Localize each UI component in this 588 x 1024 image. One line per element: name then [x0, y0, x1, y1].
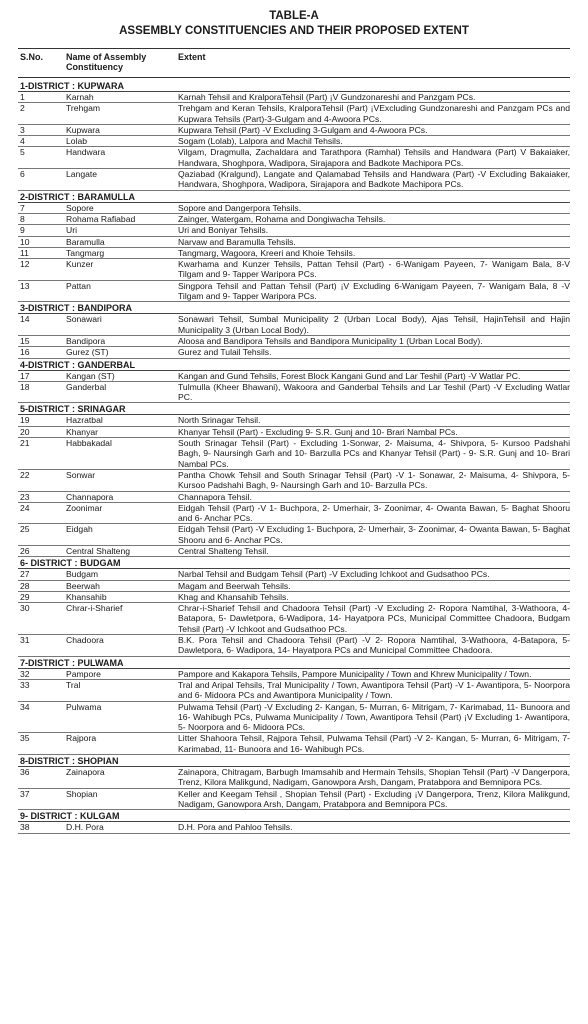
row-constituency-name: Pulwama	[66, 701, 102, 712]
row-extent: Aloosa and Bandipora Tehsils and Bandipora Municipality 1 (Urban Local Body).	[178, 335, 483, 346]
row-sno: 38	[20, 822, 30, 833]
table-row	[18, 427, 570, 438]
district-heading: 1-DISTRICT : KUPWARA	[18, 80, 570, 92]
table-row	[18, 524, 570, 546]
row-constituency-name: Baramulla	[66, 236, 105, 247]
table-row	[18, 592, 570, 603]
row-extent: Eidgah Tehsil (Part) -V 1- Buchpora, 2- Umerhair, 3- Zoonimar, 4- Owanta Bawan, 5- Baghat Shooru and 6- Anchar PCs.	[178, 502, 570, 524]
row-sno: 6	[20, 169, 25, 180]
row-extent: Pulwama Tehsil (Part) -V Excluding 2- Kangan, 5- Murran, 6- Mitrigam, 7- Karimabad, 11- Bunoora and 16- Wahibugh PCs, Pulwama Municipality / Town, Awantipora Tehsil (Part) ¡V Excluding 1- Awantipora, 5- Noorpora and 6- Midoora PCs.	[178, 701, 570, 733]
row-extent: Eidgah Tehsil (Part) -V Excluding 1- Buchpora, 2- Umerhair, 3- Zoonimar, 4- Owanta Bawan, 5- Baghat Shooru and 6- Anchar PCs.	[178, 524, 570, 545]
row-constituency-name: Trehgam	[66, 103, 101, 114]
table-row	[18, 92, 570, 103]
row-sno: 19	[20, 415, 30, 426]
row-extent: Trehgam and Keran Tehsils, KralporaTehsil (Part) ¡VExcluding Gundzonareshi and Panzgam PCs and Kupwara Tehsils (Part)-3-Gulgam and 4-Awoora PCs.	[178, 103, 570, 124]
row-constituency-name: Gurez (ST)	[66, 347, 109, 358]
row-sno: 21	[20, 438, 30, 449]
row-constituency-name: Karnah	[66, 92, 94, 102]
district-heading: 6- DISTRICT : BUDGAM	[18, 557, 570, 569]
row-sno: 35	[20, 733, 30, 744]
row-constituency-name: Sopore	[66, 202, 94, 213]
row-constituency-name: Lolab	[66, 136, 88, 147]
row-sno: 31	[20, 635, 30, 646]
row-constituency-name: Habbakadal	[66, 438, 112, 449]
table-row	[18, 214, 570, 225]
table-row	[18, 733, 570, 755]
header-extent: Extent	[178, 52, 206, 62]
table-row	[18, 581, 570, 592]
table-row	[18, 314, 570, 336]
row-extent: Central Shalteng Tehsil.	[178, 545, 269, 556]
row-extent: Uri and Boniyar Tehsils.	[178, 225, 269, 236]
table-row	[18, 438, 570, 470]
row-extent: Singpora Tehsil and Pattan Tehsil (Part) ¡V Excluding 6-Wanigam Payeen, 7- Wanigam Bala, 8 -V Tilgam and 9- Tapper Waripora PCs.	[178, 280, 570, 302]
row-extent: Narbal Tehsil and Budgam Tehsil (Part) -V Excluding Ichkoot and Gudsathoo PCs.	[178, 569, 490, 580]
row-sno: 3	[20, 124, 25, 135]
row-extent: Tulmulla (Kheer Bhawani), Wakoora and Ganderbal Tehsils and Lar Teshil (Part) -V Excluding Watlar PC.	[178, 381, 570, 403]
row-extent: Tangmarg, Wagoora, Kreeri and Khoie Tehsils.	[178, 247, 356, 258]
row-sno: 5	[20, 147, 25, 158]
row-constituency-name: Bandipora	[66, 335, 106, 346]
table-row	[18, 603, 570, 635]
table-title: TABLE-A	[269, 10, 319, 22]
table-row	[18, 415, 570, 426]
row-sno: 8	[20, 213, 25, 224]
constituency-table	[18, 80, 570, 834]
table-row	[18, 203, 570, 214]
district-heading: 7-DISTRICT : PULWAMA	[18, 657, 570, 669]
row-extent: Khanyar Tehsil (Part) - Excluding 9- S.R. Gunj and 10- Brari Nambal PCs.	[178, 426, 458, 437]
row-constituency-name: Shopian	[66, 788, 98, 799]
row-extent: Qaziabad (Kralgund), Langate and Qalamabad Tehsils and Handwara (Part) -V Excluding Bakaiaker, Handwara, Shoghpora, Wadipora, Sirajapora and Badkote Machipora PCs.	[178, 169, 570, 190]
row-constituency-name: Ganderbal	[66, 381, 107, 392]
row-sno: 15	[20, 335, 30, 346]
row-constituency-name: Chadoora	[66, 635, 104, 646]
row-sno: 1	[20, 92, 25, 102]
row-sno: 14	[20, 314, 30, 325]
row-constituency-name: Langate	[66, 169, 98, 180]
table-row	[18, 635, 570, 657]
row-constituency-name: Pattan	[66, 280, 91, 291]
row-extent: B.K. Pora Tehsil and Chadoora Tehsil (Part) -V 2- Ropora Namtihal, 3-Wathoora, 4-Batapora, 5- Dawletpora, 6- Wadipora, 14- Hayatpora PCs and Municipal Committee Chadoora.	[178, 635, 570, 656]
row-sno: 11	[20, 247, 29, 258]
table-row	[18, 169, 570, 191]
row-extent: Gurez and Tulail Tehsils.	[178, 347, 272, 358]
row-sno: 22	[20, 469, 30, 480]
row-sno: 16	[20, 347, 30, 358]
row-constituency-name: Kangan (ST)	[66, 370, 115, 381]
row-extent: Chrar-i-Sharief Tehsil and Chadoora Tehsil (Part) -V Excluding 2- Ropora Namtihal, 3-Wathoora, 4- Batapora, 5- Dawletpora, 6-Wadipora, 14- Hayatpora PCs, Municipal Committee Chadoora, Budgam Tehsil (Part) -V Ichkoot and Gudsathoo PCs.	[178, 603, 570, 634]
district-heading: 4-DISTRICT : GANDERBAL	[18, 359, 570, 371]
table-row	[18, 347, 570, 358]
table-row	[18, 225, 570, 236]
row-extent: North Srinagar Tehsil.	[178, 415, 261, 426]
row-sno: 33	[20, 679, 30, 690]
row-sno: 9	[20, 225, 25, 236]
row-constituency-name: Tangmarg	[66, 247, 105, 258]
row-extent: Tral and Aripal Tehsils, Tral Municipality / Town, Awantipora Tehsil (Part) -V 1- Awantipora, 5- Noorpora and 6- Midoora PCs and Awantipora Municipality / Town.	[178, 679, 570, 701]
row-extent: Zainger, Watergam, Rohama and Dongiwacha Tehsils.	[178, 213, 386, 224]
row-sno: 18	[20, 381, 30, 392]
row-sno: 26	[20, 545, 30, 556]
table-row	[18, 103, 570, 125]
row-constituency-name: Tral	[66, 679, 81, 690]
row-extent: Kangan and Gund Tehsils, Forest Block Kangani Gund and Lar Teshil (Part) -V Watlar PC.	[178, 370, 521, 381]
header-sno: S.No.	[20, 52, 44, 62]
row-constituency-name: Beerwah	[66, 580, 100, 591]
row-sno: 32	[20, 668, 30, 679]
row-constituency-name: Hazratbal	[66, 415, 103, 426]
header-name: Name of Assembly Constituency	[66, 52, 147, 72]
row-sno: 2	[20, 103, 25, 114]
table-row	[18, 382, 570, 404]
table-row	[18, 503, 570, 525]
row-constituency-name: Zainapora	[66, 767, 105, 778]
header-top-rule	[18, 48, 570, 49]
row-sno: 23	[20, 491, 30, 502]
row-constituency-name: Zoonimar	[66, 502, 103, 513]
row-extent: Magam and Beerwah Tehsils.	[178, 580, 291, 591]
row-sno: 7	[20, 202, 25, 213]
row-constituency-name: Central Shalteng	[66, 545, 131, 556]
table-row	[18, 789, 570, 811]
row-extent: Channapora Tehsil.	[178, 491, 252, 502]
row-constituency-name: Eidgah	[66, 524, 93, 535]
row-constituency-name: Sonwar	[66, 469, 96, 480]
row-sno: 27	[20, 569, 30, 580]
table-row	[18, 281, 570, 303]
row-extent: Kupwara Tehsil (Part) -V Excluding 3-Gulgam and 4-Awoora PCs.	[178, 124, 428, 135]
row-constituency-name: D.H. Pora	[66, 822, 104, 833]
table-row	[18, 822, 570, 833]
row-constituency-name: Khanyar	[66, 426, 99, 437]
district-heading: 5-DISTRICT : SRINAGAR	[18, 403, 570, 415]
district-heading: 8-DISTRICT : SHOPIAN	[18, 755, 570, 767]
row-constituency-name: Uri	[66, 225, 77, 236]
row-sno: 28	[20, 580, 30, 591]
row-constituency-name: Handwara	[66, 147, 106, 158]
row-extent: Vilgam, Dragmulla, Zachaldara and Tarathpora (Ramhal) Tehsils and Handwara (Part) V Bakaiaker, Handwara, Shoghpora, Wadipora, Sirajapora and Badkote Machipora PCs.	[178, 147, 570, 168]
row-extent: D.H. Pora and Pahloo Tehsils.	[178, 822, 293, 833]
table-row	[18, 470, 570, 492]
table-row	[18, 492, 570, 503]
row-sno: 30	[20, 603, 30, 614]
table-row	[18, 546, 570, 557]
row-sno: 10	[20, 236, 30, 247]
table-row	[18, 136, 570, 147]
row-sno: 17	[20, 370, 30, 381]
table-row	[18, 669, 570, 680]
table-row	[18, 569, 570, 580]
table-row	[18, 680, 570, 702]
row-sno: 20	[20, 426, 30, 437]
row-extent: Kwarhama and Kunzer Tehsils, Pattan Tehsil (Part) - 6-Wanigam Payeen, 7- Wanigam Bala, 8-V Tilgam and 9- Tapper Waripora PCs.	[178, 259, 570, 280]
row-sno: 13	[20, 280, 30, 291]
row-extent: Sonawari Tehsil, Sumbal Municipality 2 (Urban Local Body), Ajas Tehsil, HajinTehsil and Hajin Municipality 3 (Urban Local Body).	[178, 314, 570, 335]
row-constituency-name: Kupwara	[66, 124, 100, 135]
district-heading: 9- DISTRICT : KULGAM	[18, 810, 570, 822]
row-sno: 29	[20, 591, 30, 602]
header-bottom-rule	[18, 77, 570, 78]
table-row	[18, 336, 570, 347]
row-constituency-name: Kunzer	[66, 259, 94, 270]
district-heading: 2-DISTRICT : BARAMULLA	[18, 191, 570, 203]
row-sno: 25	[20, 524, 30, 535]
row-constituency-name: Rohama Rafiabad	[66, 213, 136, 224]
row-extent: Pampore and Kakapora Tehsils, Pampore Municipality / Town and Khrew Municipality / Town.	[178, 668, 532, 679]
row-sno: 4	[20, 136, 25, 147]
row-sno: 36	[20, 767, 30, 778]
row-extent: Sogam (Lolab), Lalpora and Machil Tehsils.	[178, 136, 343, 147]
row-constituency-name: Channapora	[66, 491, 114, 502]
row-extent: Litter Shahoora Tehsil, Rajpora Tehsil, Pulwama Tehsil (Part) -V 2- Kangan, 5- Murran, 6- Mitrigam, 7- Karimabad, 11- Bunoora and 16- Wahibugh PCs.	[178, 733, 570, 754]
row-sno: 24	[20, 502, 30, 513]
row-constituency-name: Sonawari	[66, 314, 102, 325]
row-extent: Pantha Chowk Tehsil and South Srinagar Tehsil (Part) -V 1- Sonawar, 2- Maisuma, 4- Shivpora, 5- Kursoo Padshahi Bagh, 9- Naursingh Garh and 10- Barzulla PCs.	[178, 469, 570, 491]
row-extent: Sopore and Dangerpora Tehsils.	[178, 202, 302, 213]
district-heading: 3-DISTRICT : BANDIPORA	[18, 302, 570, 314]
row-extent: Keller and Keegam Tehsil , Shopian Tehsil (Part) - Excluding ¡V Dangerpora, Trenz, Kilora Malikgund, Nadigam, Ganowpora Arsh, Dangam, Pratabpora and Bemnipora PCs.	[178, 788, 570, 809]
table-row	[18, 371, 570, 382]
row-extent: Karnah Tehsil and KralporaTehsil (Part) ¡V Gundzonareshi and Panzgam PCs.	[178, 92, 476, 102]
row-constituency-name: Budgam	[66, 569, 99, 580]
table-row	[18, 248, 570, 259]
row-sno: 34	[20, 701, 30, 712]
table-row	[18, 125, 570, 136]
table-subtitle: ASSEMBLY CONSTITUENCIES AND THEIR PROPOSED EXTENT	[119, 25, 469, 37]
row-extent: South Srinagar Tehsil (Part) - Excluding 1-Sonwar, 2- Maisuma, 4- Shivpora, 5- Kursoo Padshahi Bagh, 9- Naursingh Garh and 10- Barzulla PCs and Khanyar Tehsil (Part) - 9- S.R. Gunj and 10- Brari Nambal PCs.	[178, 438, 570, 469]
row-constituency-name: Pampore	[66, 668, 101, 679]
table-row	[18, 767, 570, 789]
table-row	[18, 147, 570, 169]
table-row	[18, 237, 570, 248]
table-row	[18, 259, 570, 281]
row-extent: Zainapora, Chitragam, Barbugh Imamsahib and Hermain Tehsils, Shopian Tehsil (Part) -V Dangerpora, Trenz, Kilora Malikgund, Nadigam, Ganowpora Arsh, Dangam, Pratabpora and Bemnipora PCs.	[178, 767, 570, 788]
row-extent: Khag and Khansahib Tehsils.	[178, 591, 289, 602]
table-row	[18, 702, 570, 734]
row-sno: 12	[20, 259, 30, 270]
row-extent: Narvaw and Baramulla Tehsils.	[178, 236, 296, 247]
row-constituency-name: Rajpora	[66, 733, 97, 744]
row-constituency-name: Khansahib	[66, 591, 107, 602]
row-sno: 37	[20, 788, 30, 799]
row-constituency-name: Chrar-i-Sharief	[66, 603, 123, 614]
